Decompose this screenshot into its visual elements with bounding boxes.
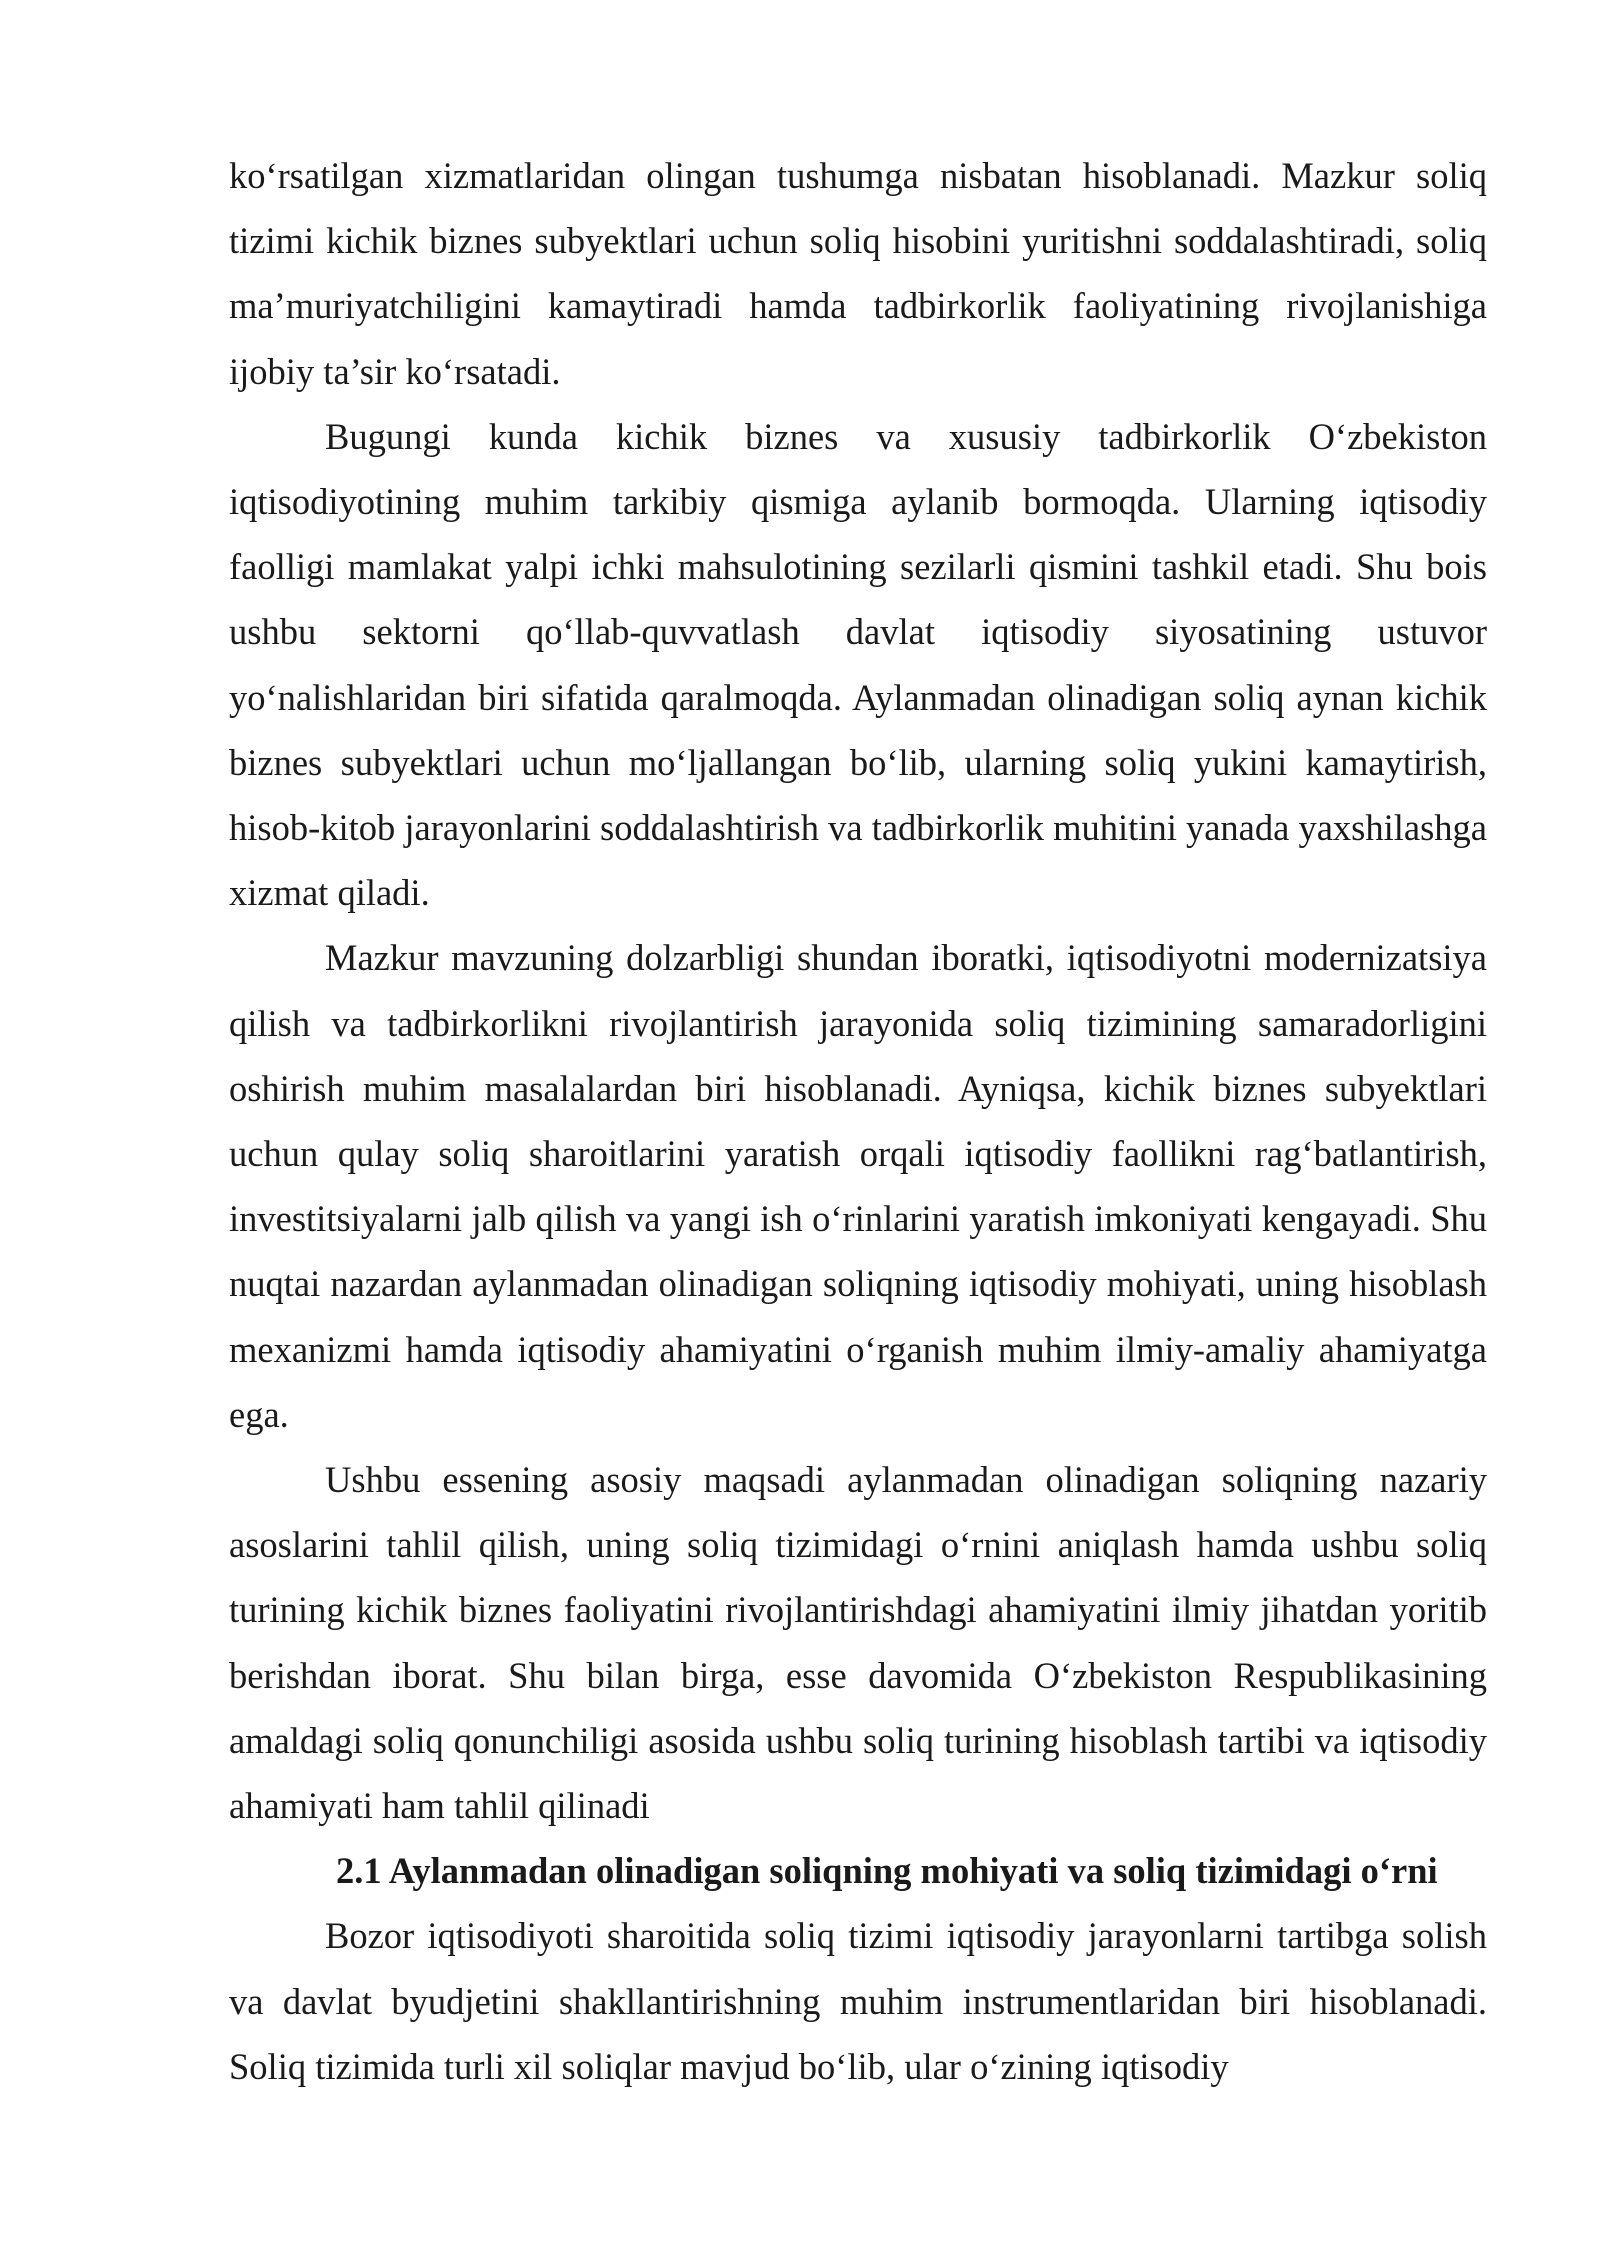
paragraph-small-business-importance: Bugungi kunda kichik biznes va xususiy tadbirkorlik O‘zbekiston iqtisodiyotining muhim tarkibiy qismiga aylanib bormoqda. Ularning iqtisodiy faolligi mamlakat yalpi ichki mahsulotining sezilarli qismini tashkil etadi. Shu bois ushbu sektorni qo‘llab-quvvatlash davlat iqtisodiy siyosatining ustuvor yo‘nalishlaridan biri sifatida qaralmoqda. Aylanmadan olinadigan soliq aynan kichik biznes subyektlari uchun mo‘ljallangan bo‘lib, ularning soliq yukini kamaytirish, hisob-kitob jarayonlarini soddalashtirish va tadbirkorlik muhitini yanada yaxshilashga xizmat qiladi.: [229, 415, 1487, 914]
paragraph-section-start: Bozor iqtisodiyoti sharoitida soliq tizimi iqtisodiy jarayonlarni tartibga solish va davlat byudjetini shakllantirishning muhim instrumentlaridan biri hisoblanadi. Soliq tizimida turli xil soliqlar mavjud bo‘lib, ular o‘zining iqtisodiy: [229, 1915, 1487, 2087]
paragraph-essay-goal: Ushbu essening asosiy maqsadi aylanmadan olinadigan soliqning nazariy asoslarini tahlil qilish, uning soliq tizimidagi o‘rnini aniqlash hamda ushbu soliq turining kichik biznes faoliyatini rivojlantirishdagi ahamiyatini ilmiy jihatdan yoritib berishdan iborat. Shu bilan birga, esse davomida O‘zbekiston Respublikasining amaldagi soliq qonunchiligi asosida ushbu soliq turining hisoblash tartibi va iqtisodiy ahamiyati ham tahlil qilinadi: [229, 1459, 1487, 1827]
document-page: [229, 143, 1487, 2099]
paragraph-topic-relevance: Mazkur mavzuning dolzarbligi shundan iboratki, iqtisodiyotni modernizatsiya qilish va tadbirkorlikni rivojlantirish jarayonida soliq tizimining samaradorligini oshirish muhim masalalardan biri hisoblanadi. Ayniqsa, kichik biznes subyektlari uchun qulay soliq sharoitlarini yaratish orqali iqtisodiy faollikni rag‘batlantirish, investitsiyalarni jalb qilish va yangi ish o‘rinlarini yaratish imkoniyati kengayadi. Shu nuqtai nazardan aylanmadan olinadigan soliqning iqtisodiy mohiyati, uning hisoblash mexanizmi hamda iqtisodiy ahamiyatini o‘rganish muhim ilmiy-amaliy ahamiyatga ega.: [229, 937, 1487, 1435]
paragraph-intro-continuation: ko‘rsatilgan xizmatlaridan olingan tushumga nisbatan hisoblanadi. Mazkur soliq tizimi kichik biznes subyektlari uchun soliq hisobini yuritishni soddalashtiradi, soliq ma’muriyatchiligini kamaytiradi hamda tadbirkorlik faoliyatining rivojlanishiga ijobiy ta’sir ko‘rsatadi.: [229, 155, 1487, 392]
section-heading: 2.1 Aylanmadan olinadigan soliqning mohiyati va soliq tizimidagi o‘rni: [336, 1850, 1438, 1892]
